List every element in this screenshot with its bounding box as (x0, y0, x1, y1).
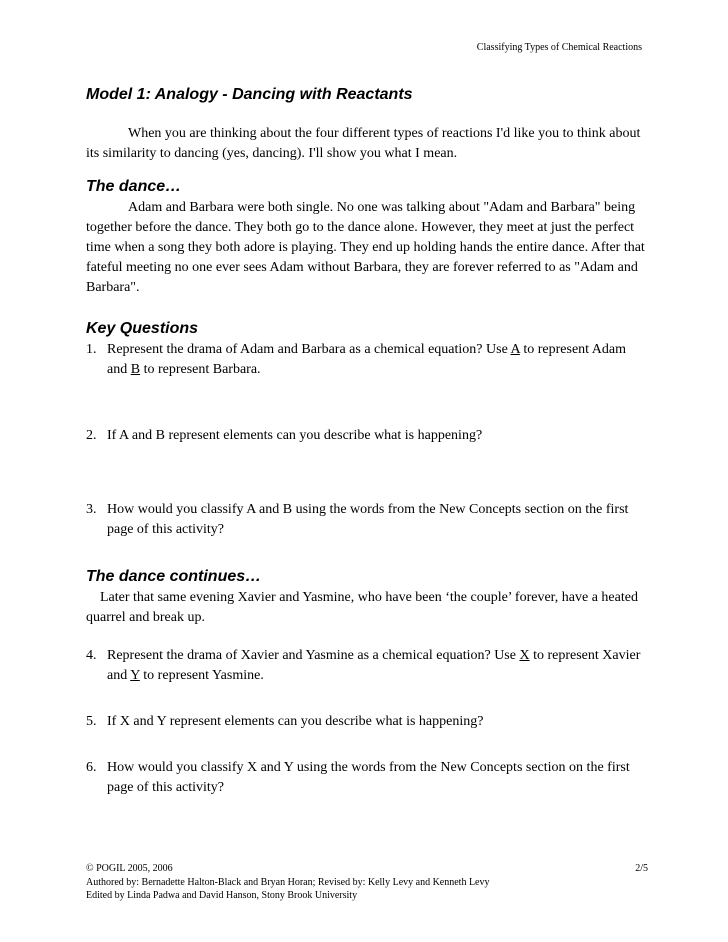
dance-continues-paragraph: Later that same evening Xavier and Yasmine, who have been ‘the couple’ forever, have a heated quarrel and break up. (86, 590, 638, 625)
dance-paragraph: Adam and Barbara were both single. No one was talking about "Adam and Barbara" being together before the dance. They both go to the dance alone. However, they meet at just the perfect time when a song they both adore is playing. They end up holding hands the entire dance. After that fateful meeting no one ever sees Adam without Barbara, they are forever referred to as "Adam and Barbara". (86, 200, 645, 295)
question-number: 2. (86, 428, 97, 443)
question-text: Represent the drama of Xavier and Yasmine as a chemical equation? Use (107, 648, 520, 663)
page-number: 2/5 (635, 863, 648, 874)
question-number: 6. (86, 760, 97, 775)
symbol-a: A (510, 342, 520, 357)
copyright-line: © POGIL 2005, 2006 (86, 863, 173, 874)
question-text: to represent Barbara. (140, 362, 261, 377)
running-header: Classifying Types of Chemical Reactions (476, 42, 642, 53)
authors-line: Authored by: Bernadette Halton-Black and Bryan Horan; Revised by: Kelly Levy and Kenneth Levy (86, 876, 490, 888)
symbol-x: X (519, 648, 530, 663)
question-3 (86, 500, 648, 540)
question-text: If X and Y represent elements can you describe what is happening? (107, 714, 484, 729)
question-6 (86, 758, 648, 798)
editors-line: Edited by Linda Padwa and David Hanson, Stony Brook University (86, 890, 358, 901)
question-number: 4. (86, 648, 97, 663)
question-text: to represent Adam and (107, 342, 626, 377)
question-text: to represent Yasmine. (139, 668, 264, 683)
question-4 (86, 646, 648, 686)
question-number: 1. (86, 342, 97, 357)
question-text: How would you classify A and B using the words from the New Concepts section on the first page of this activity? (107, 502, 629, 537)
question-1 (86, 340, 648, 380)
page-footer (86, 862, 648, 903)
main-content (86, 84, 648, 798)
model-title: Model 1: Analogy - Dancing with Reactants (86, 86, 413, 103)
question-number: 5. (86, 714, 97, 729)
question-text: Represent the drama of Adam and Barbara as a chemical equation? Use (107, 342, 511, 357)
question-text: to represent Xavier and (107, 648, 641, 683)
symbol-b: B (130, 362, 141, 377)
dance-continues-heading: The dance continues… (86, 568, 262, 585)
symbol-y: Y (130, 668, 140, 683)
question-text: If A and B represent elements can you describe what is happening? (107, 428, 483, 443)
key-questions-heading: Key Questions (86, 320, 199, 337)
model-intro: When you are thinking about the four different types of reactions I'd like you to think about its similarity to dancing (yes, dancing). I'll show you what I mean. (86, 126, 641, 161)
question-number: 3. (86, 502, 97, 517)
question-2 (86, 426, 648, 446)
question-5 (86, 712, 648, 732)
dance-heading: The dance… (86, 178, 182, 195)
question-text: How would you classify X and Y using the words from the New Concepts section on the first page of this activity? (107, 760, 630, 795)
